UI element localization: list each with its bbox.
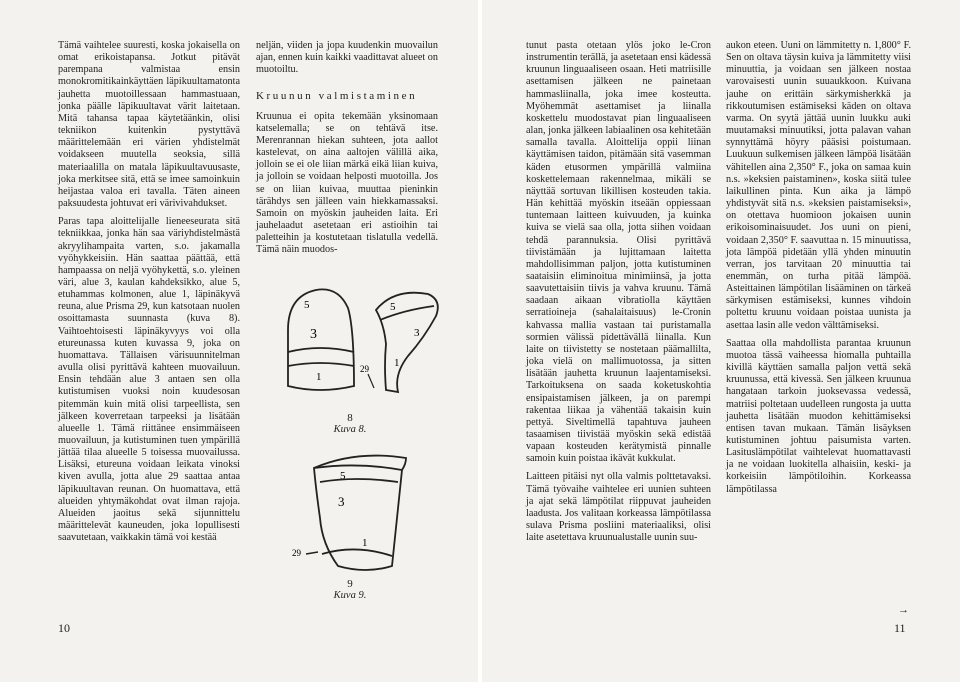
zone-label-3: 3 bbox=[414, 327, 420, 339]
figure-number: 9 bbox=[347, 578, 353, 590]
figure-label: Kuva 8. bbox=[333, 424, 367, 435]
paragraph: aukon eteen. Uuni on lämmitetty n. 1,800° F. Sen on oltava täysin kuiva ja lämmitetty viisi minuuttia, ja voidaan sen jälkeen nostaa varovaisesti uunin suuaukkoon. Kuivana jauhe on erittäin särkymisherkkä ja rikkoutumisen estämiseksi käden on oltava varma. On syytä jättää uunin luukku auki muutamaksi minuutiksi, jotta palavan vahan synnyttämä höyry pääsisi poistumaan. Luukuun sulkemisen jälkeen lämpöä lisätään vähitellen aina 2,350° F., joka on samaa kuin n.s. »keksien paistaminen», koska siitä tulee laikullinen pinta. Kun aika ja lämpö yhdistyvät sitä n.s. »keksien paistamiseksi», on otettava huomioon jokaisen uunin erikoisominaisuudet. Jos uuni on pieni, voidaan 2,350° F. saavuttaa n. 15 minuutissa, jota lämpöä pidetään yllä yhden minuutin verran, jos tarvitaan 20 minuuttia tai enemmän, on turha pitää lämpöä. Asteittainen lämpötilan lisääminen on tärkeä särkymisen estämiseksi, kunnes vihdoin poltettu kruunu voidaan poistaa uunista ja asettaa lasin alle vedon välttämiseksi. bbox=[726, 40, 911, 331]
continuation-arrow-icon: → bbox=[898, 604, 909, 616]
paragraph: Tämä vaihtelee suuresti, koska jokaisella on omat erikoistapansa. Jotkut pitävät parempana valmistaa ensin monokromitikainkäyttäen läpikuultamatonta jauhetta muotoillessaan hammastuaan, jonka päälle läpikuultavat värit laitetaan. Mitä tahansa tapaa käytetäänkin, olisi tekniikon kuitenkin pystyttävä määrittelemään eri värien yhdistelmät voidakseen muutella seoksia, sillä materiaalilla on matala läpikuultavuusaste, joka merkitsee sitä, että se imee samoinkuin heijastaa valoa eri tavalla. Täten aineen paksuudesta johtuvat eri värivivahdukset. bbox=[58, 40, 240, 210]
figure-number: 8 bbox=[347, 412, 353, 424]
figure-label: Kuva 9. bbox=[333, 590, 367, 601]
right-column-2 bbox=[726, 40, 911, 496]
zone-label-5: 5 bbox=[390, 301, 396, 313]
figure-8-illustration bbox=[276, 282, 444, 422]
right-column-1 bbox=[526, 40, 711, 544]
paragraph: Saattaa olla mahdollista parantaa kruunun muotoa tässä vaiheessa hiomalla puhtailla kivillä käyttäen samalla paljon vettä sekä kruunussa, että kivessä. Sen jälkeen kruunua hangataan tarkoin juoksevassa vedessä, matriisi poltetaan uudelleen rungosta ja uutta jauhetta lisätään muodon kehittämiseksi entisen tavan mukaan. Tämän lisäyksen kutistuminen johtuu paisumista varten. Lasituslämpötilat vaihtelevat huomattavasti ja ne voidaan luokitella alhaisiin, keski- ja korkeisiin lämpötiloihin. Korkeassa lämpötilassa bbox=[726, 337, 911, 495]
zone-label-29: 29 bbox=[360, 364, 369, 374]
paragraph: Paras tapa aloittelijalle lieneeseurata sitä tekniikkaa, jonka hän saa väriyhdistelmästä akryylihampaita varten, s.o. jakamalla vyöhykkeisiin. Hän saattaa päättää, että hampaassa on neljä vyöhykettä, s.o. yleinen väri, alue 3, kaulan kahdeksikko, alue 5, etuhammas kolmonen, alue 1, läpinäkyvä reuna, alue Prisma 29, kun katsotaan nuolen osoittamasta suunnasta (kuva 8). Vaihtoehtoisesti läpinäkyvyys voi olla etureunassa kuten kuvassa 9, joka on huomattava. Tällaisen värisuunnitelman avulla olisi pyrittävä kahteen muovailuun. Ensin tehdään alue 3 antaen sen olla kutistumisen vuoksi noin kuudesosan pitemmän kuin mitä olisi tarpeellista, sen jälkeen koverretaan tarpeeksi ja lisätään alueelle 1. Tämä riittänee ensimmäiseen muovailuun, ja kutistuminen tuen ympärillä jättää tilaa alueelle 5 toisessa muovailussa. Lisäksi, etureuna voidaan leikata vinoksi kiven avulla, jotta alue 29 saattaa antaa läpikuultavan reunan. On huomattava, että alueiden yhtymäkohdat ovat ilman rajoja. Alueiden jaoitus sekä sijunnittelu määrittelevät kauneuden, joka lopullisesti saavutetaan, vaikkakin tämä voi kestää bbox=[58, 216, 240, 544]
zone-label-5: 5 bbox=[340, 470, 346, 482]
zone-label-3: 3 bbox=[310, 327, 317, 342]
zone-label-1: 1 bbox=[316, 371, 322, 383]
figure-8-caption bbox=[330, 412, 370, 435]
figure-9-illustration bbox=[286, 448, 436, 578]
zone-label-1: 1 bbox=[394, 357, 400, 369]
arrow-icon bbox=[368, 374, 374, 388]
zone-label-29: 29 bbox=[292, 548, 301, 558]
page-number-left: 10 bbox=[58, 621, 70, 635]
left-column-2 bbox=[256, 40, 438, 257]
page-number-right: 11 bbox=[894, 621, 906, 635]
paragraph: Kruunua ei opita tekemään yksinomaan katselemalla; se on tehtävä itse. Merenrannan hiekan suhteen, jota aallot kastelevat, on aina aaltojen välillä aika, jolloin se ei ole liian märkä eikä liian kuiva, ja jolloin se voidaan helposti muotoilla. Jos se on liian kuivaa, muuttaa pieninkin tärähdys sen jälleen vain hiekkamassaksi. Samoin on myöskin jauheiden laita. Eri jauhelaadut asetetaan eri astioihin tai paletteihin ja kostutetaan tislatulla vedellä. Tämä näin muodos- bbox=[256, 110, 438, 256]
left-column-1 bbox=[58, 40, 240, 544]
paragraph: tunut pasta otetaan ylös joko le-Cron instrumentin terällä, ja asetetaan ensi kädessä kruunun linguaaliseen osaan. Heti matriisille asettamisen jälkeen ne painetaan hammasliinalla, joka imee kosteutta. Myöhemmät asettamiset ja liinalla koskettelu muodostavat pian linguaaliseen alan, jonka jälkeen labiaalinen osa kehitetään samalla tavalla. Aloittelija oppii liinan käyttämisen taidon, pitämään sitä vasemman käden etusormen ympärillä valmiina koskettelemaan rakennelmaa, mikäli se näyttää sortuvan likillisen kosteuden takia. Hän kehittää myöskin itseään oppiessaan tuntemaan laitteen kuivuuden, ja kuinka kuiva se vielä saa olla, jotta siihen voidaan tehdä parannuksia. Olisi pyrittävä tiivistämään ja lujittamaan laitetta mahdollisimman paljon, jotta kutistuminen saataisiin eliminoitua minimiinsä, ja jotta saavutettaisiin tiivis ja vahva kruunu. Tämä saadaan aikaan vibratiolla käyttäen serratioineja (sahalaitaisuus) le-Cronin kahvassa mallia vastaan tai puristamalla sormien välissä pidettävällä liinalla. Kun laite on tiivistetty se nostetaan päämallilta, joka vielä on mallimuotossa, ja sitten lisätään jauhetta kruunun laajentamiseksi. Tarkoituksena on saada koketuskohtia ensipaistamisen jälkeen, ja on parempi rakentaa liikaa ja vähentää takaisin kuin pettyä. Siveltimellä tapahtuva jauheen tasaamisen tiivistää myöskin sekä edistää vapaan kosteuden kerätymistä pinnalle samoin kuin poistaa ikävät kukkulat. bbox=[526, 40, 712, 465]
arrow-icon bbox=[306, 552, 318, 554]
zone-label-3: 3 bbox=[338, 494, 345, 509]
paragraph: Laitteen pitäisi nyt olla valmis polttetavaksi. Tämä työvaihe vaihtelee eri uunien suhteen ja ajat sekä lämpötilat riippuvat jauheiden laadusta. Jos valitaan korkeassa lämpötilassa sulava Prisma posliini materiaaliksi, olisi laite asetettava kruunualustalle uunin suu- bbox=[526, 471, 711, 544]
zone-label-5: 5 bbox=[304, 299, 310, 311]
zone-label-1: 1 bbox=[362, 537, 368, 549]
figure-9-caption bbox=[330, 578, 370, 601]
paragraph: neljän, viiden ja jopa kuudenkin muovailun ajan, ennen kuin kaikki vaadittavat alueet on muotoiltu. bbox=[256, 40, 438, 76]
section-heading: Kruunun valmistaminen bbox=[256, 90, 418, 103]
